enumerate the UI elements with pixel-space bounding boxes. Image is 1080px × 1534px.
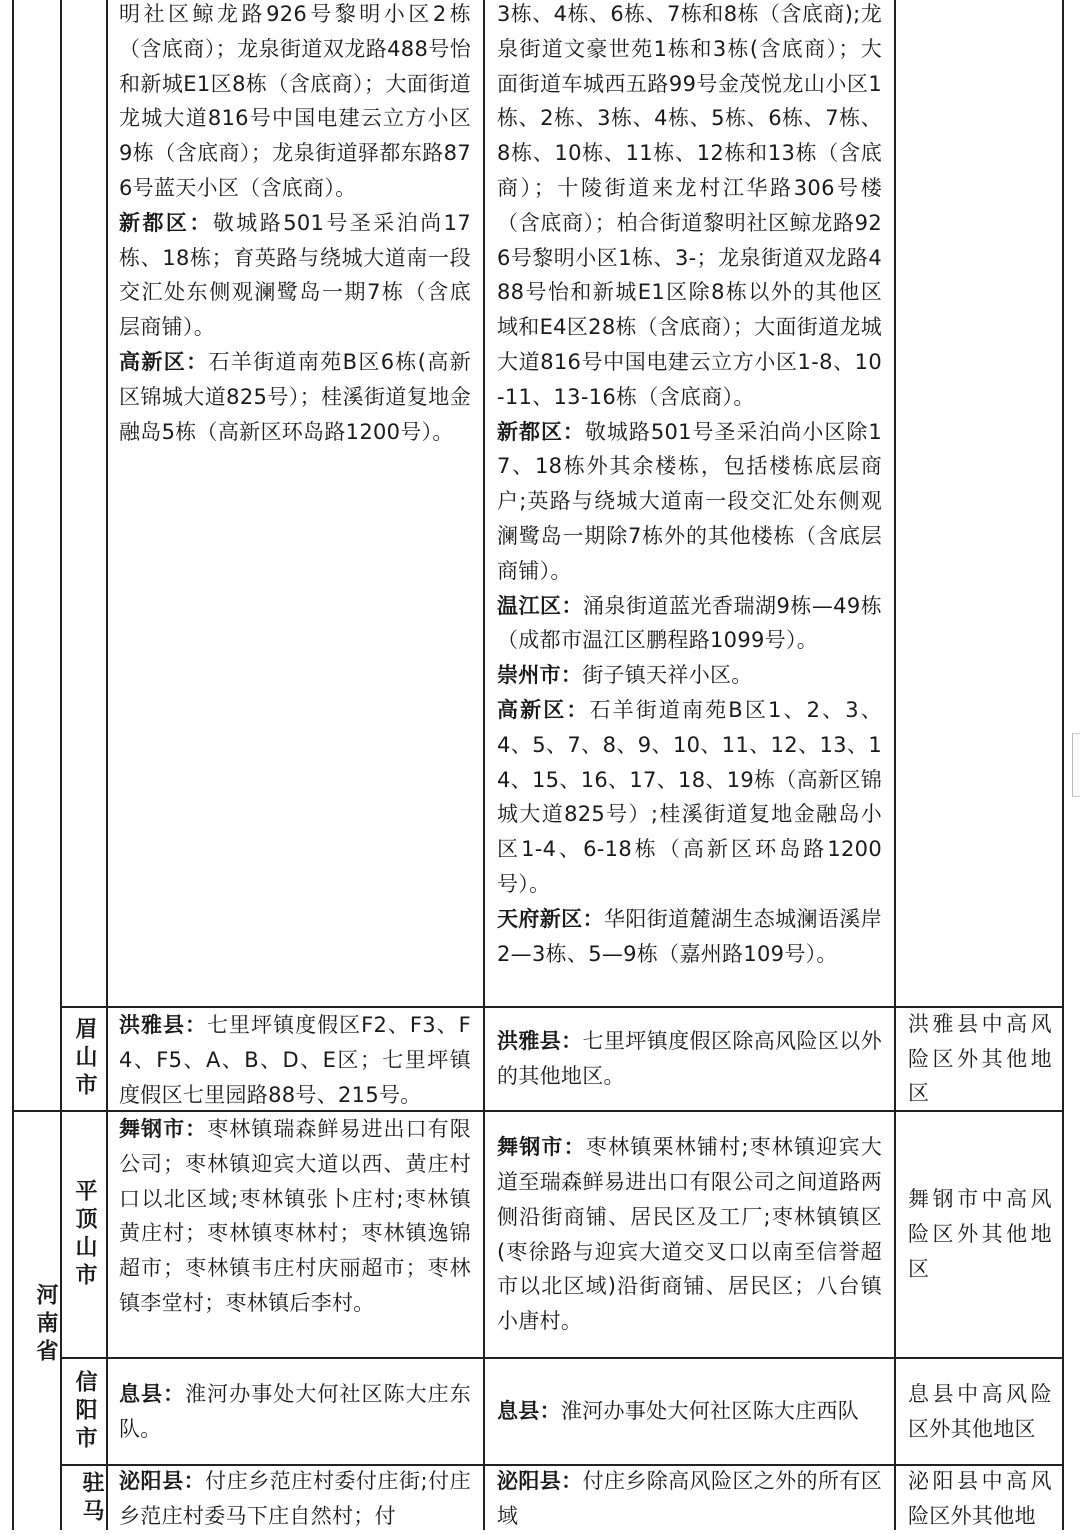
col3-border (483, 0, 485, 1530)
row1-mid-p6: 天府新区：华阳街道麓湖生态城澜语溪岸2—3栋、5—9栋（嘉州路109号）。 (497, 906, 882, 966)
row2-high-risk-cell: 洪雅县：七里坪镇度假区F2、F3、F4、F5、A、B、D、E区；七里坪镇度假区七里园路88号、215号。 (119, 1013, 471, 1107)
row3-high-risk-cell: 舞钢市：枣林镇瑞森鲜易进出口有限公司；枣林镇迎宾大道以西、黄庄村口以北区域;枣林镇张卜庄村;枣林镇黄庄村；枣林镇枣林村；枣林镇逸锦超市；枣林镇韦庄村庆丽超市；枣林镇李堂村；枣林镇后李村。 (119, 1117, 471, 1315)
row1-high-risk-cell (119, 0, 471, 449)
row4-low-risk-cell: 息县中高风险区外其他地区 (908, 1381, 1052, 1441)
row1-mid-p1: 3栋、4栋、6栋、7栋和8栋（含底商);龙泉街道文豪世苑1栋和3栋(含底商）；大面街道车城西五路99号金茂悦龙山小区1栋、2栋、3栋、4栋、5栋、6栋、7栋、8栋、10栋、11栋、12栋和13栋（含底商）；十陵街道来龙村江华路306号楼（含底商）；柏合街道黎明社区鲸龙路926号黎明小区1栋、3-；龙泉街道双龙路488号怡和新城E1区除8栋以外的其他区域和E4区28栋（含底商）；大面街道龙城大道816号中国电建云立方小区1-8、10-11、13-16栋（含底商）。 (497, 2, 882, 409)
row1-high-p3: 高新区：石羊街道南苑B区6栋(高新区锦城大道825号）；桂溪街道复地金融岛5栋（高新区环岛路1200号）。 (119, 349, 471, 444)
col2-border (106, 0, 108, 1530)
row1-mid-p5: 高新区：石羊街道南苑B区1、2、3、4、5、7、8、9、10、11、12、13、14、15、16、17、18、19栋（高新区锦城大道825号）;桂溪街道复地金融岛小区1-4、6-18栋（高新区环岛路1200号）。 (497, 697, 882, 896)
province-henan: 河南省 (33, 1283, 58, 1367)
row4-mid-risk-cell: 息县：淮河办事处大何社区陈大庄西队 (497, 1399, 860, 1424)
row1-high-p2: 新都区：敬城路501号圣采泊尚17栋、18栋；育英路与绕城大道南一段交汇处东侧观澜鹭岛一期7栋（含底层商铺）。 (119, 210, 471, 340)
row2-mid-risk-cell: 洪雅县：七里坪镇度假区除高风险区以外的其他地区。 (497, 1029, 882, 1088)
row1-mid-risk-cell (497, 0, 882, 971)
row1-high-p1: 明社区鲸龙路926号黎明小区2栋（含底商）；龙泉街道双龙路488号怡和新城E1区8栋（含底商）；大面街道龙城大道816号中国电建云立方小区9栋（含底商）；龙泉街道驿都东路876号蓝天小区（含底商）。 (119, 2, 471, 200)
row5-mid-risk-cell: 泌阳县：付庄乡除高风险区之外的所有区域 (497, 1469, 882, 1528)
row2-low-risk-cell: 洪雅县中高风险区外其他地区 (908, 1011, 1052, 1106)
row1-mid-p2: 新都区：敬城路501号圣采泊尚小区除17、18栋外其余楼栋，包括楼栋底层商户;英路与绕城大道南一段交汇处东侧观澜鹭岛一期除7栋外的其他楼栋（含底层商铺）。 (497, 419, 882, 583)
scrollbar-handle[interactable] (1072, 733, 1080, 797)
row3-low-risk-cell: 舞钢市中高风险区外其他地区 (908, 1187, 1052, 1281)
row1-mid-p4: 崇州市：街子镇天祥小区。 (497, 663, 753, 688)
row1-mid-p3: 温江区：涌泉街道蓝光香瑞湖9栋—49栋（成都市温江区鹏程路1099号）。 (497, 593, 882, 653)
row5-high-risk-cell: 泌阳县：付庄乡范庄村委付庄街;付庄乡范庄村委马下庄自然村；付 (119, 1469, 471, 1528)
col4-border (894, 0, 896, 1530)
row3-city: 平顶山市 (72, 1178, 97, 1291)
right-border (1062, 0, 1064, 1530)
row2-city: 眉山市 (72, 1017, 97, 1101)
row3-mid-risk-cell: 舞钢市：枣林镇栗林铺村;枣林镇迎宾大道至瑞森鲜易进出口有限公司之间道路两侧沿街商铺、居民区及工厂;枣林镇镇区(枣徐路与迎宾大道交叉口以南至信誉超市以北区域)沿街商铺、居民区；八台镇小唐村。 (497, 1135, 882, 1334)
row5-low-risk-cell: 泌阳县中高风险区外其他地 (908, 1469, 1052, 1528)
row5-city: 驻马 (79, 1471, 104, 1527)
row4-high-risk-cell: 息县：淮河办事处大何社区陈大庄东队。 (119, 1381, 471, 1441)
row4-city: 信阳市 (72, 1369, 97, 1454)
